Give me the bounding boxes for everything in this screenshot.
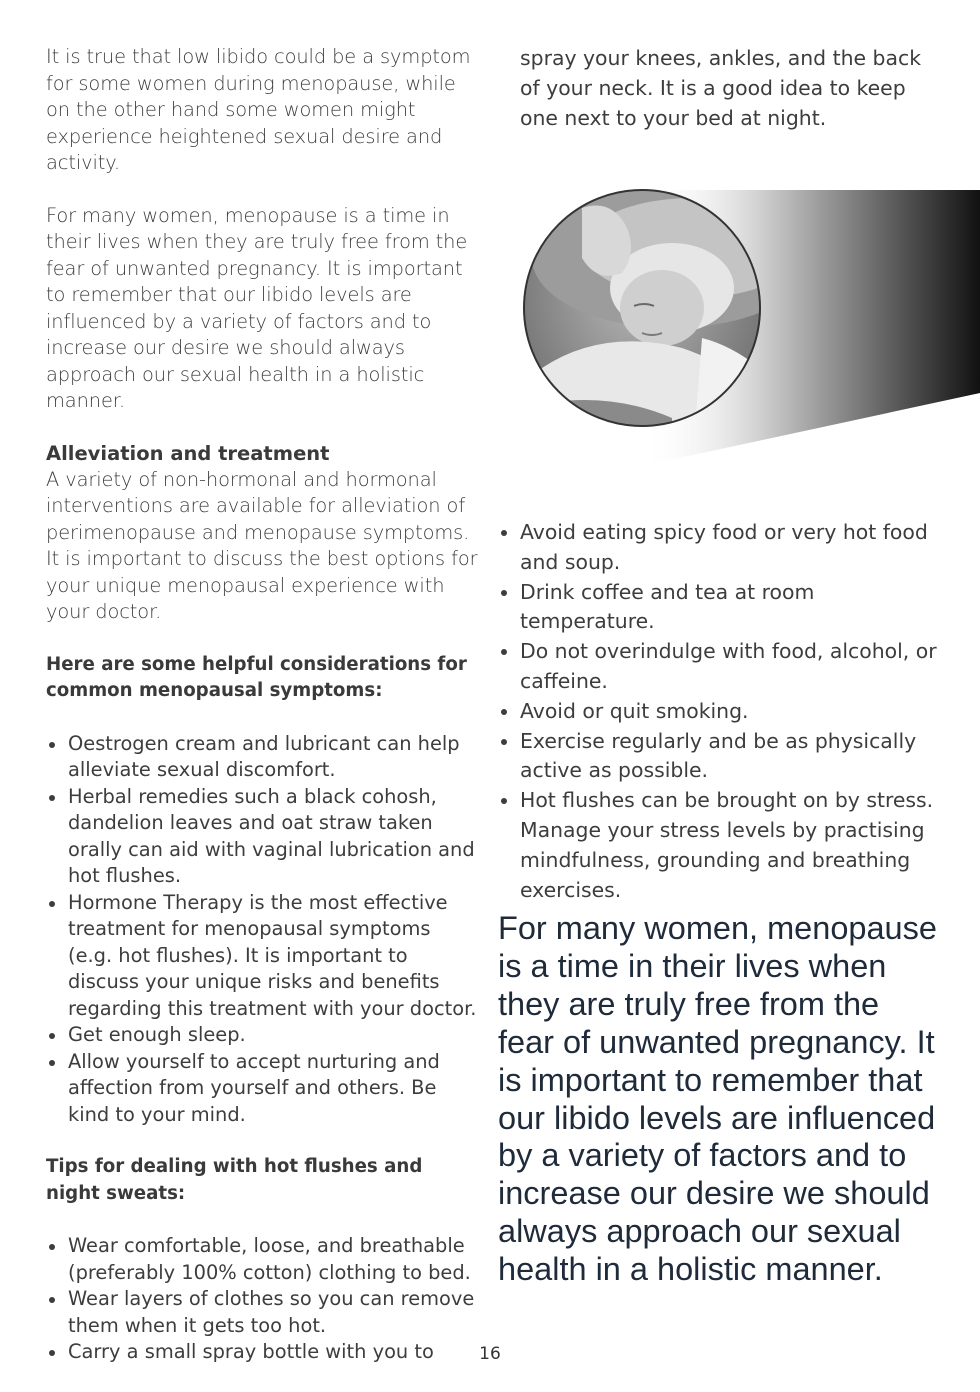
list-item: Exercise regularly and be as physically active as possible. [498,727,938,787]
considerations-heading: Here are some helpful considerations for common menopausal symptoms: [46,653,467,701]
photo-graphic [522,168,980,468]
list-item: Carry a small spray bottle with you to [46,1339,478,1366]
pull-quote [498,910,938,1289]
list-item: Herbal remedies such a black cohosh, dandelion leaves and oat straw taken orally can aid with vaginal lubrication and hot flushes. [46,784,478,890]
tips-heading: Tips for dealing with hot flushes and night sweats: [46,1156,423,1204]
alleviation-paragraph: A variety of non-hormonal and hormonal interventions are available for alleviation of perimenopause and menopause symptoms. It is important to discuss the best options for your unique menopausal experience with your doctor. [46,467,478,623]
intro-paragraph: It is true that low libido could be a symptom for some women during menopause, while on the other hand some women might experience heightened sexual desire and activity. [46,45,471,174]
pull-quote-text: For many women, menopause is a time in their lives when they are truly free from the fear of unwanted pregnancy. It is important to remember that our libido levels are influenced by a variety of factors and to increase our desire we should always approach our sexual health in a holistic manner. [498,910,937,1288]
list-item: Hot flushes can be brought on by stress. Manage your stress levels by practising mindfulness, grounding and breathing exercises. [498,786,938,905]
list-item: Drink coffee and tea at room temperature. [498,578,938,638]
left-column [46,44,478,1392]
sleeping-woman-photo [522,168,980,468]
list-item: Wear comfortable, loose, and breathable (preferably 100% cotton) clothing to bed. [46,1233,478,1286]
freedom-paragraph: For many women, menopause is a time in their lives when they are truly free from the fear of unwanted pregnancy. It is important to remember that our libido levels are influenced by a variety of factors and to increase our desire we should always approach our sexual health in a holistic manner. [46,203,468,412]
list-item: Avoid or quit smoking. [498,697,938,727]
list-item: Wear layers of clothes so you can remove them when it gets too hot. [46,1286,478,1339]
list-item: Avoid eating spicy food or very hot food and soup. [498,518,938,578]
continuation-paragraph: spray your knees, ankles, and the back of your neck. It is a good idea to keep one next to your bed at night. [520,46,922,130]
tips-list-right [498,518,938,905]
right-column-continuation [520,44,940,133]
list-item: Allow yourself to accept nurturing and affection from yourself and others. Be kind to your mind. [46,1049,478,1129]
list-item: Hormone Therapy is the most effective treatment for menopausal symptoms (e.g. hot flushes). It is important to discuss your unique risks and benefits regarding this treatment with your doctor. [46,890,478,1023]
list-item: Do not overindulge with food, alcohol, or caffeine. [498,637,938,697]
right-column-tips [498,518,938,905]
list-item: Oestrogen cream and lubricant can help alleviate sexual discomfort. [46,731,478,784]
list-item: Get enough sleep. [46,1022,478,1049]
page-number: 16 [479,1344,501,1364]
considerations-list [46,731,478,1129]
alleviation-heading: Alleviation and treatment [46,441,330,465]
